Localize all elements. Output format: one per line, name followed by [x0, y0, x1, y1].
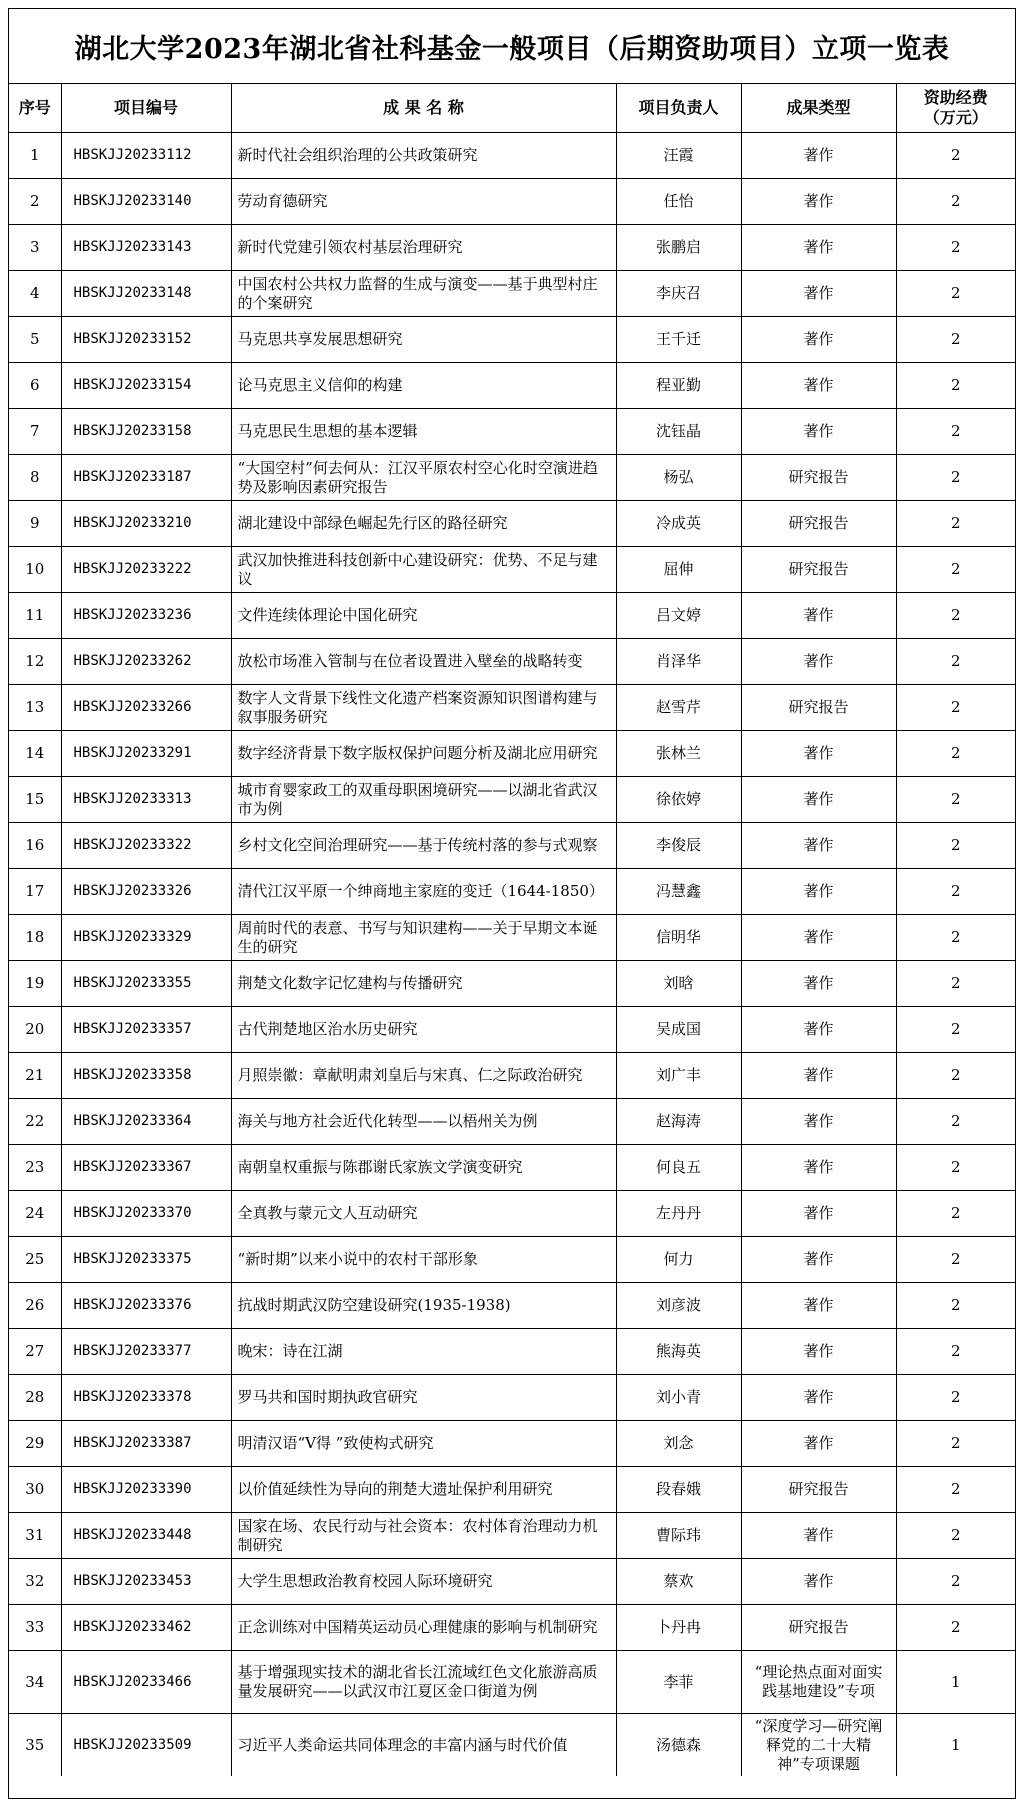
cell-type: 著作 [741, 777, 896, 823]
cell-index: 25 [9, 1237, 61, 1283]
cell-type: 著作 [741, 1283, 896, 1329]
cell-leader: 刘晗 [616, 961, 741, 1007]
cell-name: 马克思共享发展思想研究 [231, 317, 616, 363]
cell-funding: 2 [896, 777, 1015, 823]
cell-code: HBSKJJ20233370 [61, 1191, 231, 1237]
cell-funding: 2 [896, 271, 1015, 317]
cell-type: 研究报告 [741, 685, 896, 731]
cell-funding: 2 [896, 547, 1015, 593]
cell-type: 著作 [741, 823, 896, 869]
cell-name: “大国空村”何去何从：江汉平原农村空心化时空演进趋势及影响因素研究报告 [231, 455, 616, 501]
cell-leader: 张鹏启 [616, 225, 741, 271]
cell-leader: 杨弘 [616, 455, 741, 501]
cell-type: 著作 [741, 1559, 896, 1605]
cell-name: 古代荆楚地区治水历史研究 [231, 1007, 616, 1053]
cell-leader: 冷成英 [616, 501, 741, 547]
cell-funding: 2 [896, 1099, 1015, 1145]
cell-type: 著作 [741, 179, 896, 225]
table-row [9, 133, 1015, 179]
cell-funding: 2 [896, 731, 1015, 777]
cell-funding: 2 [896, 225, 1015, 271]
cell-leader: 曹际玮 [616, 1513, 741, 1559]
cell-leader: 汤德森 [616, 1714, 741, 1777]
cell-type: 著作 [741, 1237, 896, 1283]
cell-name: 清代江汉平原一个绅商地主家庭的变迁（1644-1850） [231, 869, 616, 915]
table-row [9, 225, 1015, 271]
cell-type: 著作 [741, 639, 896, 685]
table-row [9, 547, 1015, 593]
cell-index: 29 [9, 1421, 61, 1467]
cell-funding: 2 [896, 179, 1015, 225]
cell-index: 20 [9, 1007, 61, 1053]
cell-funding: 2 [896, 1283, 1015, 1329]
table-row [9, 869, 1015, 915]
cell-leader: 沈钰晶 [616, 409, 741, 455]
cell-leader: 刘广丰 [616, 1053, 741, 1099]
header-funding: 资助经费 （万元） [896, 84, 1015, 133]
header-leader: 项目负责人 [616, 84, 741, 133]
cell-funding: 2 [896, 1605, 1015, 1651]
cell-code: HBSKJJ20233378 [61, 1375, 231, 1421]
cell-funding: 2 [896, 869, 1015, 915]
cell-code: HBSKJJ20233148 [61, 271, 231, 317]
cell-name: 数字经济背景下数字版权保护问题分析及湖北应用研究 [231, 731, 616, 777]
cell-name: 全真教与蒙元文人互动研究 [231, 1191, 616, 1237]
cell-code: HBSKJJ20233453 [61, 1559, 231, 1605]
cell-type: 著作 [741, 271, 896, 317]
cell-index: 9 [9, 501, 61, 547]
header-name: 成 果 名 称 [231, 84, 616, 133]
table-row [9, 823, 1015, 869]
table-row [9, 1283, 1015, 1329]
table-row [9, 1421, 1015, 1467]
cell-type: 著作 [741, 1145, 896, 1191]
table-row [9, 409, 1015, 455]
cell-type: 著作 [741, 363, 896, 409]
cell-type: 著作 [741, 731, 896, 777]
cell-type: 著作 [741, 1053, 896, 1099]
cell-leader: 屈伸 [616, 547, 741, 593]
table-row [9, 1513, 1015, 1559]
cell-type: 著作 [741, 225, 896, 271]
cell-code: HBSKJJ20233262 [61, 639, 231, 685]
cell-index: 13 [9, 685, 61, 731]
cell-name: 大学生思想政治教育校园人际环境研究 [231, 1559, 616, 1605]
cell-index: 22 [9, 1099, 61, 1145]
cell-leader: 段春娥 [616, 1467, 741, 1513]
cell-leader: 左丹丹 [616, 1191, 741, 1237]
document-page [8, 8, 1016, 1799]
table-row [9, 961, 1015, 1007]
cell-type: 研究报告 [741, 1467, 896, 1513]
cell-name: 南朝皇权重振与陈郡谢氏家族文学演变研究 [231, 1145, 616, 1191]
cell-name: 数字人文背景下线性文化遗产档案资源知识图谱构建与叙事服务研究 [231, 685, 616, 731]
cell-index: 18 [9, 915, 61, 961]
cell-index: 28 [9, 1375, 61, 1421]
cell-leader: 吕文婷 [616, 593, 741, 639]
cell-index: 30 [9, 1467, 61, 1513]
table-row [9, 1237, 1015, 1283]
table-row [9, 317, 1015, 363]
cell-type: “理论热点面对面实践基地建设”专项 [741, 1651, 896, 1714]
table-row [9, 1651, 1015, 1714]
cell-name: 荆楚文化数字记忆建构与传播研究 [231, 961, 616, 1007]
cell-leader: 熊海英 [616, 1329, 741, 1375]
table-row [9, 1714, 1015, 1777]
cell-leader: 汪霞 [616, 133, 741, 179]
cell-code: HBSKJJ20233322 [61, 823, 231, 869]
header-type: 成果类型 [741, 84, 896, 133]
cell-name: 以价值延续性为导向的荆楚大遗址保护利用研究 [231, 1467, 616, 1513]
table-row [9, 1145, 1015, 1191]
cell-code: HBSKJJ20233210 [61, 501, 231, 547]
table-row [9, 1467, 1015, 1513]
cell-code: HBSKJJ20233236 [61, 593, 231, 639]
cell-code: HBSKJJ20233462 [61, 1605, 231, 1651]
cell-code: HBSKJJ20233329 [61, 915, 231, 961]
cell-funding: 2 [896, 1421, 1015, 1467]
cell-name: 劳动育德研究 [231, 179, 616, 225]
cell-index: 7 [9, 409, 61, 455]
header-index: 序号 [9, 84, 61, 133]
cell-name: 新时代社会组织治理的公共政策研究 [231, 133, 616, 179]
cell-code: HBSKJJ20233376 [61, 1283, 231, 1329]
table-row [9, 685, 1015, 731]
cell-funding: 2 [896, 501, 1015, 547]
cell-leader: 刘小青 [616, 1375, 741, 1421]
cell-leader: 肖泽华 [616, 639, 741, 685]
cell-leader: 冯慧鑫 [616, 869, 741, 915]
cell-name: 国家在场、农民行动与社会资本：农村体育治理动力机制研究 [231, 1513, 616, 1559]
cell-code: HBSKJJ20233313 [61, 777, 231, 823]
table-row [9, 455, 1015, 501]
cell-type: 著作 [741, 1007, 896, 1053]
cell-code: HBSKJJ20233390 [61, 1467, 231, 1513]
table-row [9, 777, 1015, 823]
table-row [9, 1329, 1015, 1375]
cell-code: HBSKJJ20233326 [61, 869, 231, 915]
cell-type: 著作 [741, 915, 896, 961]
table-row [9, 1559, 1015, 1605]
cell-type: 研究报告 [741, 1605, 896, 1651]
cell-name: 城市育婴家政工的双重母职困境研究——以湖北省武汉市为例 [231, 777, 616, 823]
table-row [9, 639, 1015, 685]
cell-name: 放松市场准入管制与在位者设置进入壁垒的战略转变 [231, 639, 616, 685]
cell-name: 月照崇徽：章献明肃刘皇后与宋真、仁之际政治研究 [231, 1053, 616, 1099]
cell-leader: 蔡欢 [616, 1559, 741, 1605]
cell-type: 著作 [741, 317, 896, 363]
cell-index: 35 [9, 1714, 61, 1777]
cell-funding: 2 [896, 133, 1015, 179]
cell-funding: 2 [896, 1007, 1015, 1053]
cell-type: “深度学习—研究阐释党的二十大精神”专项课题 [741, 1714, 896, 1777]
table-row [9, 1007, 1015, 1053]
cell-leader: 卜丹冉 [616, 1605, 741, 1651]
cell-index: 32 [9, 1559, 61, 1605]
cell-type: 著作 [741, 1513, 896, 1559]
cell-funding: 2 [896, 1467, 1015, 1513]
cell-code: HBSKJJ20233448 [61, 1513, 231, 1559]
cell-name: 正念训练对中国精英运动员心理健康的影响与机制研究 [231, 1605, 616, 1651]
cell-leader: 赵海涛 [616, 1099, 741, 1145]
cell-code: HBSKJJ20233357 [61, 1007, 231, 1053]
cell-name: 湖北建设中部绿色崛起先行区的路径研究 [231, 501, 616, 547]
cell-code: HBSKJJ20233154 [61, 363, 231, 409]
cell-funding: 2 [896, 593, 1015, 639]
cell-index: 11 [9, 593, 61, 639]
cell-name: 习近平人类命运共同体理念的丰富内涵与时代价值 [231, 1714, 616, 1777]
table-row [9, 179, 1015, 225]
cell-code: HBSKJJ20233140 [61, 179, 231, 225]
cell-code: HBSKJJ20233375 [61, 1237, 231, 1283]
cell-index: 27 [9, 1329, 61, 1375]
cell-name: 基于增强现实技术的湖北省长江流域红色文化旅游高质量发展研究——以武汉市江夏区金口街道为例 [231, 1651, 616, 1714]
cell-leader: 赵雪芹 [616, 685, 741, 731]
cell-name: 马克思民生思想的基本逻辑 [231, 409, 616, 455]
cell-name: 新时代党建引领农村基层治理研究 [231, 225, 616, 271]
cell-code: HBSKJJ20233143 [61, 225, 231, 271]
cell-code: HBSKJJ20233152 [61, 317, 231, 363]
cell-funding: 2 [896, 1375, 1015, 1421]
cell-name: “新时期”以来小说中的农村干部形象 [231, 1237, 616, 1283]
table-row [9, 1053, 1015, 1099]
cell-leader: 信明华 [616, 915, 741, 961]
cell-funding: 2 [896, 455, 1015, 501]
cell-leader: 李菲 [616, 1651, 741, 1714]
cell-type: 研究报告 [741, 455, 896, 501]
table-row [9, 363, 1015, 409]
table-row [9, 915, 1015, 961]
header-code: 项目编号 [61, 84, 231, 133]
cell-leader: 张林兰 [616, 731, 741, 777]
cell-funding: 2 [896, 1329, 1015, 1375]
cell-leader: 李庆召 [616, 271, 741, 317]
cell-name: 乡村文化空间治理研究——基于传统村落的参与式观察 [231, 823, 616, 869]
cell-name: 武汉加快推进科技创新中心建设研究：优势、不足与建议 [231, 547, 616, 593]
cell-index: 5 [9, 317, 61, 363]
cell-funding: 1 [896, 1714, 1015, 1777]
cell-name: 周前时代的表意、书写与知识建构——关于早期文本诞生的研究 [231, 915, 616, 961]
cell-leader: 刘念 [616, 1421, 741, 1467]
cell-code: HBSKJJ20233355 [61, 961, 231, 1007]
cell-funding: 1 [896, 1651, 1015, 1714]
cell-code: HBSKJJ20233377 [61, 1329, 231, 1375]
cell-code: HBSKJJ20233222 [61, 547, 231, 593]
cell-leader: 吴成国 [616, 1007, 741, 1053]
cell-leader: 何良五 [616, 1145, 741, 1191]
table-row [9, 593, 1015, 639]
table-row [9, 1375, 1015, 1421]
cell-index: 12 [9, 639, 61, 685]
cell-leader: 李俊辰 [616, 823, 741, 869]
cell-funding: 2 [896, 961, 1015, 1007]
cell-name: 海关与地方社会近代化转型——以梧州关为例 [231, 1099, 616, 1145]
cell-funding: 2 [896, 409, 1015, 455]
cell-type: 著作 [741, 1421, 896, 1467]
cell-index: 15 [9, 777, 61, 823]
cell-index: 1 [9, 133, 61, 179]
cell-index: 34 [9, 1651, 61, 1714]
cell-name: 罗马共和国时期执政官研究 [231, 1375, 616, 1421]
cell-type: 著作 [741, 1375, 896, 1421]
cell-type: 著作 [741, 1099, 896, 1145]
cell-index: 4 [9, 271, 61, 317]
cell-leader: 何力 [616, 1237, 741, 1283]
cell-type: 研究报告 [741, 501, 896, 547]
cell-index: 21 [9, 1053, 61, 1099]
cell-leader: 程亚勤 [616, 363, 741, 409]
cell-code: HBSKJJ20233112 [61, 133, 231, 179]
cell-code: HBSKJJ20233387 [61, 1421, 231, 1467]
cell-index: 3 [9, 225, 61, 271]
cell-leader: 任怡 [616, 179, 741, 225]
cell-code: HBSKJJ20233364 [61, 1099, 231, 1145]
cell-type: 著作 [741, 133, 896, 179]
table-row [9, 1191, 1015, 1237]
cell-leader: 徐依婷 [616, 777, 741, 823]
cell-code: HBSKJJ20233367 [61, 1145, 231, 1191]
cell-leader: 王千迁 [616, 317, 741, 363]
cell-code: HBSKJJ20233158 [61, 409, 231, 455]
cell-funding: 2 [896, 1559, 1015, 1605]
cell-funding: 2 [896, 685, 1015, 731]
cell-index: 31 [9, 1513, 61, 1559]
cell-name: 文件连续体理论中国化研究 [231, 593, 616, 639]
document-title: 湖北大学2023年湖北省社科基金一般项目（后期资助项目）立项一览表 [9, 9, 1015, 84]
cell-funding: 2 [896, 317, 1015, 363]
table-row [9, 1099, 1015, 1145]
cell-name: 明清汉语“V得 ”致使构式研究 [231, 1421, 616, 1467]
project-table [9, 84, 1015, 1776]
cell-index: 19 [9, 961, 61, 1007]
cell-index: 10 [9, 547, 61, 593]
cell-funding: 2 [896, 639, 1015, 685]
cell-funding: 2 [896, 1053, 1015, 1099]
cell-funding: 2 [896, 823, 1015, 869]
table-header-row [9, 84, 1015, 133]
cell-name: 晚宋：诗在江湖 [231, 1329, 616, 1375]
cell-type: 著作 [741, 869, 896, 915]
cell-type: 著作 [741, 1329, 896, 1375]
cell-name: 抗战时期武汉防空建设研究(1935-1938) [231, 1283, 616, 1329]
cell-name: 中国农村公共权力监督的生成与演变——基于典型村庄的个案研究 [231, 271, 616, 317]
table-row [9, 501, 1015, 547]
cell-index: 24 [9, 1191, 61, 1237]
cell-funding: 2 [896, 1513, 1015, 1559]
cell-index: 23 [9, 1145, 61, 1191]
table-row [9, 271, 1015, 317]
cell-index: 14 [9, 731, 61, 777]
cell-index: 8 [9, 455, 61, 501]
cell-index: 26 [9, 1283, 61, 1329]
cell-type: 著作 [741, 961, 896, 1007]
cell-funding: 2 [896, 1191, 1015, 1237]
cell-index: 17 [9, 869, 61, 915]
cell-code: HBSKJJ20233466 [61, 1651, 231, 1714]
cell-code: HBSKJJ20233187 [61, 455, 231, 501]
cell-index: 33 [9, 1605, 61, 1651]
cell-funding: 2 [896, 1145, 1015, 1191]
cell-code: HBSKJJ20233509 [61, 1714, 231, 1777]
cell-type: 著作 [741, 593, 896, 639]
cell-funding: 2 [896, 1237, 1015, 1283]
cell-code: HBSKJJ20233266 [61, 685, 231, 731]
cell-index: 2 [9, 179, 61, 225]
cell-type: 研究报告 [741, 547, 896, 593]
cell-code: HBSKJJ20233358 [61, 1053, 231, 1099]
cell-type: 著作 [741, 409, 896, 455]
cell-name: 论马克思主义信仰的构建 [231, 363, 616, 409]
cell-index: 6 [9, 363, 61, 409]
cell-type: 著作 [741, 1191, 896, 1237]
cell-funding: 2 [896, 363, 1015, 409]
cell-leader: 刘彦波 [616, 1283, 741, 1329]
cell-funding: 2 [896, 915, 1015, 961]
table-row [9, 1605, 1015, 1651]
cell-code: HBSKJJ20233291 [61, 731, 231, 777]
cell-index: 16 [9, 823, 61, 869]
table-row [9, 731, 1015, 777]
